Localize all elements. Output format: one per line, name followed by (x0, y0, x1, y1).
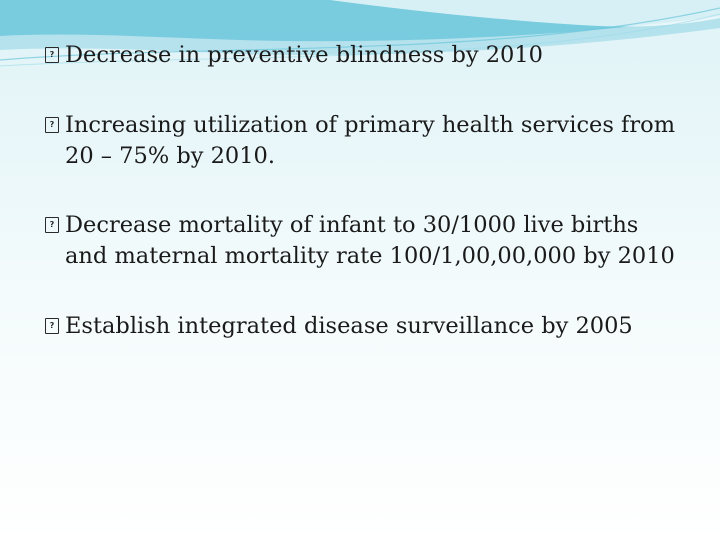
bullet-list (44, 40, 684, 342)
bullet-text: Establish integrated disease surveillance by 2005 (65, 313, 633, 339)
missing-glyph-icon (45, 318, 59, 334)
bullet-text: Decrease in preventive blindness by 2010 (65, 42, 543, 68)
bullet-item (44, 110, 684, 172)
missing-glyph-icon (45, 47, 59, 63)
missing-glyph-icon (45, 217, 59, 233)
missing-glyph-icon (45, 117, 59, 133)
bullet-item (44, 40, 684, 71)
bullet-item (44, 311, 684, 342)
bullet-text: Decrease mortality of infant to 30/1000 live births and maternal mortality rate 100/1,00,00,000 by 2010 (65, 212, 675, 269)
bullet-text: Increasing utilization of primary health services from 20 – 75% by 2010. (65, 112, 676, 169)
bullet-item (44, 210, 684, 272)
